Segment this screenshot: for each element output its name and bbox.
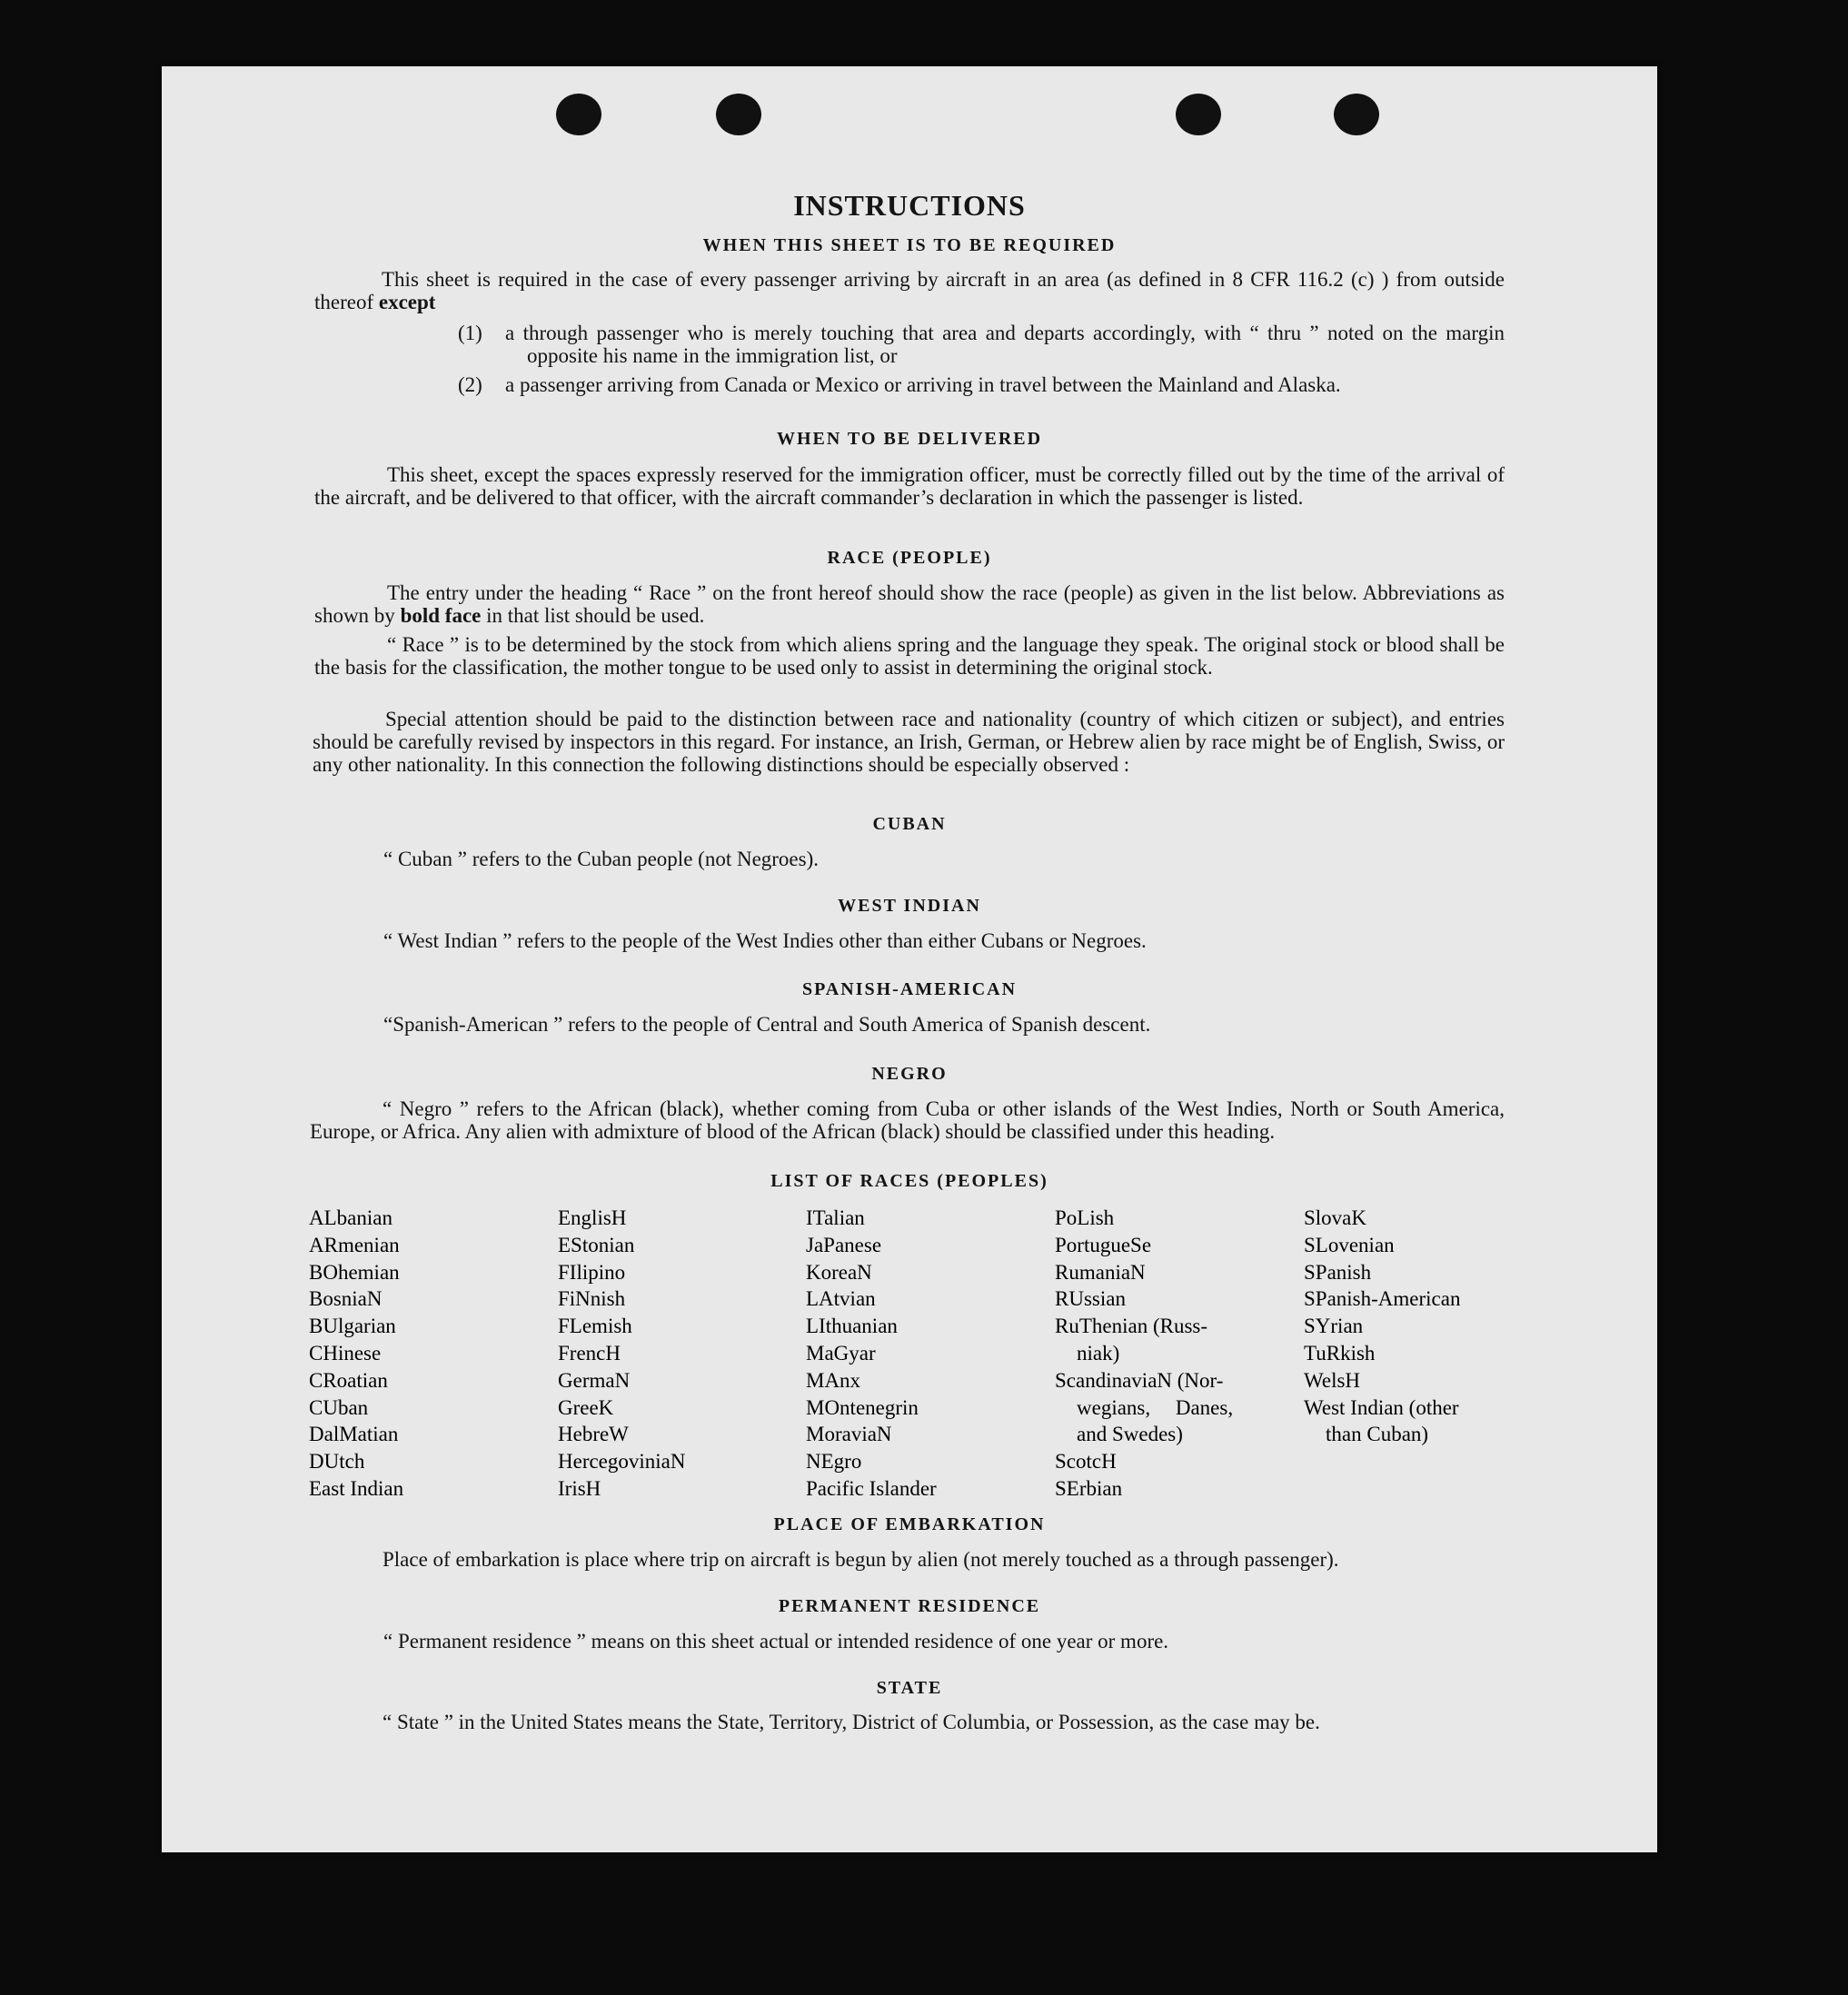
race-entry: BOhemian <box>309 1260 400 1284</box>
item-1-text: a through passenger who is merely touching that area and departs accordingly, with “ thru ” noted on the margin opposite his name in the immigration list, or <box>505 322 1505 367</box>
heading-when-required: WHEN THIS SHEET IS TO BE REQUIRED <box>702 235 1117 255</box>
punch-hole-1 <box>556 94 601 135</box>
punch-hole-4 <box>1334 94 1379 135</box>
race-entry: SPanish <box>1304 1260 1372 1284</box>
race-entry: SPanish-American <box>1304 1287 1461 1311</box>
race-entry: West Indian (other <box>1304 1395 1459 1419</box>
heading-when-delivered: WHEN TO BE DELIVERED <box>776 429 1043 449</box>
heading-cuban: CUBAN <box>872 814 947 834</box>
item-1-number: (1) <box>458 322 482 344</box>
heading-place-of-embarkation: PLACE OF EMBARKATION <box>773 1514 1046 1534</box>
race-entry: PortugueSe <box>1055 1233 1152 1256</box>
races-column-3 <box>806 1205 1033 1503</box>
race-entry: JaPanese <box>806 1233 882 1256</box>
race-entry: Pacific Islander <box>806 1476 937 1500</box>
place-of-embarkation-text: Place of embarkation is place where trip on aircraft is begun by alien (not merely touched as a through passenger). <box>383 1548 1339 1571</box>
race-paragraph-2: “ Race ” is to be determined by the stock from which aliens spring and the language they speak. The original stock or blood shall be the basis for the classification, the mother tongue to be used only to assist in determining the original stock. <box>314 633 1505 679</box>
race-entry: LAtvian <box>806 1287 876 1311</box>
race-entry: RumaniaN <box>1055 1260 1146 1284</box>
when-delivered-text: This sheet, except the spaces expressly reserved for the immigration officer, must be correctly filled out by the time of the arrival of the aircraft, and be delivered to that officer, with the aircraft commander’s declaration in which the passenger is listed. <box>314 463 1505 509</box>
race-entry: wegians, Danes, <box>1077 1395 1234 1419</box>
permanent-residence-text: “ Permanent residence ” means on this sheet actual or intended residence of one year or more. <box>383 1630 1169 1653</box>
race-p1-text-a: The entry under the heading “ Race ” on the front hereof should show the race (people) as given in the list below. Abbreviations as shown by <box>314 581 1505 627</box>
race-entry: SYrian <box>1304 1315 1364 1338</box>
race-entry: KoreaN <box>806 1260 872 1284</box>
race-entry: HercegoviniaN <box>558 1450 686 1474</box>
race-entry: than Cuban) <box>1326 1423 1429 1446</box>
race-entry: ITalian <box>806 1206 865 1229</box>
race-entry: NEgro <box>806 1450 862 1474</box>
race-entry: EStonian <box>558 1233 635 1256</box>
race-entry: CUban <box>309 1395 369 1419</box>
race-entry: FLemish <box>558 1315 632 1338</box>
races-column-4 <box>1055 1205 1266 1503</box>
heading-spanish-american: SPANISH-AMERICAN <box>801 979 1018 999</box>
race-entry: and Swedes) <box>1077 1423 1183 1446</box>
race-entry: SlovaK <box>1304 1206 1366 1229</box>
punch-hole-2 <box>716 94 761 135</box>
race-entry: LIthuanian <box>806 1315 898 1338</box>
heading-permanent-residence: PERMANENT RESIDENCE <box>778 1596 1041 1616</box>
races-column-2 <box>558 1205 785 1503</box>
race-entry: SErbian <box>1055 1476 1123 1500</box>
page-title: INSTRUCTIONS <box>793 189 1026 222</box>
race-entry: GreeK <box>558 1395 614 1419</box>
race-entry: MoraviaN <box>806 1423 892 1446</box>
heading-west-indian: WEST INDIAN <box>838 896 981 916</box>
race-entry: IrisH <box>558 1476 601 1500</box>
heading-race: RACE (PEOPLE) <box>827 548 992 568</box>
races-column-1 <box>309 1205 536 1503</box>
race-entry: DUtch <box>309 1450 365 1474</box>
when-required-intro <box>314 268 1505 313</box>
race-entry: MaGyar <box>806 1341 876 1365</box>
state-text: “ State ” in the United States means the State, Territory, District of Columbia, or Possession, as the case may be. <box>383 1711 1320 1733</box>
race-entry: ARmenian <box>309 1233 400 1256</box>
race-entry: RuThenian (Russ- <box>1055 1315 1208 1338</box>
west-indian-text: “ West Indian ” refers to the people of the West Indies other than either Cubans or Negroes. <box>383 929 1147 952</box>
race-entry: PoLish <box>1055 1206 1115 1229</box>
races-column-5 <box>1304 1205 1531 1448</box>
cuban-text: “ Cuban ” refers to the Cuban people (not Negroes). <box>383 848 820 870</box>
race-entry: GermaN <box>558 1368 631 1392</box>
race-paragraph-3: Special attention should be paid to the distinction between race and nationality (country of which citizen or subject), and entries should be carefully revised by inspectors in this regard. For instance, an Irish, German, or Hebrew alien by race might be of English, Swiss, or any other nationality. In this connection the following distinctions should be especially observed : <box>313 708 1505 776</box>
when-required-except: except <box>378 291 436 313</box>
race-entry: MOntenegrin <box>806 1395 919 1419</box>
item-2-number: (2) <box>458 373 482 396</box>
race-entry: East Indian <box>309 1476 404 1500</box>
race-entry: CHinese <box>309 1341 382 1365</box>
race-entry: BosniaN <box>309 1287 383 1311</box>
race-entry: BUlgarian <box>309 1315 396 1338</box>
heading-state: STATE <box>876 1678 943 1698</box>
item-2-text: a passenger arriving from Canada or Mexico or arriving in travel between the Mainland and Alaska. <box>505 373 1341 396</box>
negro-text: “ Negro ” refers to the African (black), whether coming from Cuba or other islands of the West Indies, North or South America, Europe, or Africa. Any alien with admixture of blood of the African (black) should be classified under this heading. <box>310 1097 1505 1143</box>
race-entry: HebreW <box>558 1423 629 1446</box>
race-entry: DalMatian <box>309 1423 399 1446</box>
race-entry: SLovenian <box>1304 1233 1395 1256</box>
race-entry: EnglisH <box>558 1206 627 1229</box>
heading-list-of-races: LIST OF RACES (PEOPLES) <box>770 1171 1048 1191</box>
punch-hole-3 <box>1176 94 1221 135</box>
when-required-item-2 <box>458 373 1505 396</box>
race-entry: ALbanian <box>309 1206 392 1229</box>
race-entry: CRoatian <box>309 1368 388 1392</box>
race-entry: FrencH <box>558 1341 621 1365</box>
race-entry: MAnx <box>806 1368 861 1392</box>
race-entry: WelsH <box>1304 1368 1361 1392</box>
when-required-item-1 <box>458 322 1505 367</box>
race-entry: FiNnish <box>558 1287 626 1311</box>
race-paragraph-1 <box>314 581 1505 627</box>
race-entry: FIlipino <box>558 1260 626 1284</box>
heading-negro: NEGRO <box>871 1064 948 1084</box>
race-entry: niak) <box>1077 1341 1120 1365</box>
spanish-american-text: “Spanish-American ” refers to the people of Central and South America of Spanish descent. <box>383 1013 1151 1036</box>
race-entry: ScotcH <box>1055 1450 1117 1474</box>
race-entry: ScandinaviaN (Nor- <box>1055 1368 1224 1392</box>
document-sheet <box>162 66 1657 1852</box>
race-entry: TuRkish <box>1304 1341 1376 1365</box>
race-p1-bold: bold face <box>400 604 482 627</box>
when-required-intro-text: This sheet is required in the case of every passenger arriving by aircraft in an area (as defined in 8 CFR 116.2 (c) ) from outside thereof <box>314 268 1505 313</box>
race-entry: RUssian <box>1055 1287 1126 1311</box>
race-p1-text-b: in that list should be used. <box>486 604 705 627</box>
